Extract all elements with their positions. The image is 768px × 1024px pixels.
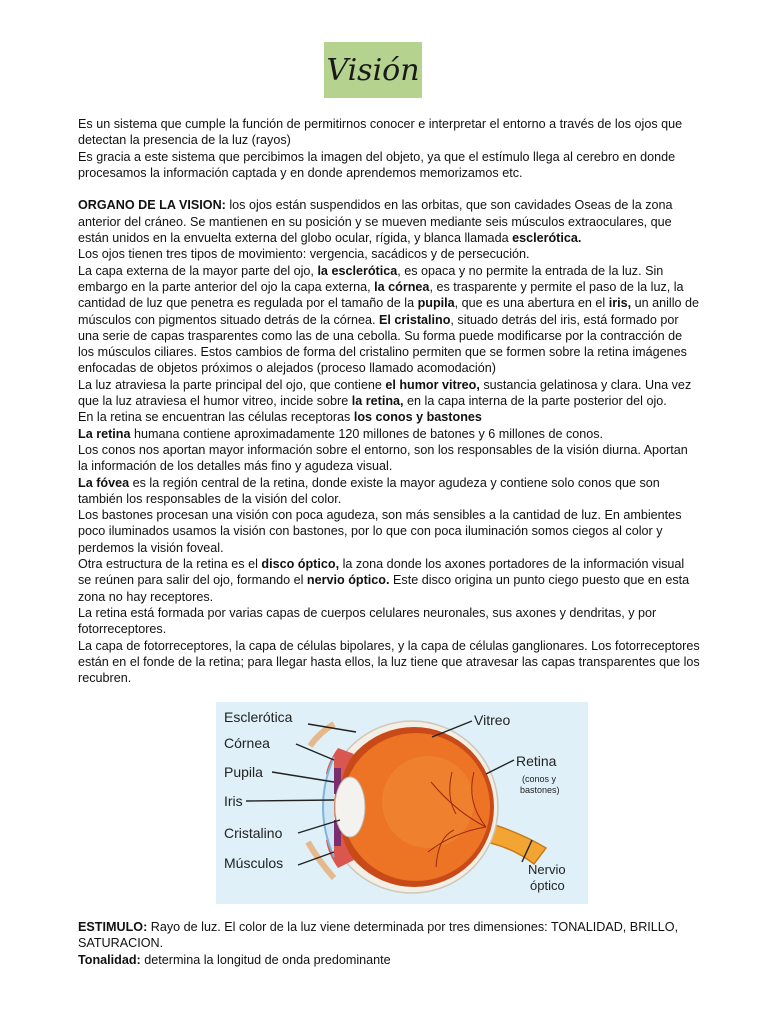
organ-paragraph-10: Otra estructura de la retina es el disco óptico, la zona donde los axones portadores de la información visual se reúnen para salir del ojo, formando el nervio óptico. Este disco origina un punto ciego puesto que en esta zona no hay receptores. xyxy=(78,557,690,604)
label-cristalino: Cristalino xyxy=(224,825,283,841)
lens-shape xyxy=(335,777,365,837)
organ-paragraph-7: Los conos nos aportan mayor información sobre el entorno, son los responsables de la visión diurna. Aportan la información de los detalles más fino y agudeza visual. xyxy=(78,442,688,474)
organ-paragraph-8: La fóvea es la región central de la retina, donde existe la mayor agudeza y contiene solo conos que son también los responsables de la visión del color. xyxy=(78,475,660,506)
label-iris: Iris xyxy=(224,793,243,809)
label-retina: Retina xyxy=(516,753,557,769)
page-title: Visión xyxy=(326,52,420,88)
organ-paragraph-1: ORGANO DE LA VISION: los ojos están suspendidos en las orbitas, que son cavidades Oseas de la zona anterior del cráneo. Se mantienen en su posición y se mueven mediante seis músculos extraoculares, que están unidos en la envuelta externa del globo ocular, rígida, y blanca llamada esclerótica. xyxy=(78,198,673,246)
label-pupila: Pupila xyxy=(224,764,263,780)
label-nervio: Nervio xyxy=(528,862,566,877)
stimulus-paragraph: ESTIMULO: Rayo de luz. El color de la luz viene determinada por tres dimensiones: TONALIDAD, BRILLO, SATURACION. xyxy=(78,920,679,951)
organ-paragraph-5: En la retina se encuentran las células receptoras los conos y bastones xyxy=(78,410,482,425)
label-esclerotica: Esclerótica xyxy=(224,709,293,725)
intro-paragraph-1: Es un sistema que cumple la función de permitirnos conocer e interpretar el entorno a través de los ojos que detectan la presencia de la luz (rayos) xyxy=(78,117,683,148)
organ-paragraph-11: La retina está formada por varias capas de cuerpos celulares neuronales, sus axones y dendritas, y por fotorreceptores. xyxy=(78,605,657,637)
tonality-paragraph: Tonalidad: determina la longitud de onda predominante xyxy=(78,952,391,967)
organ-paragraph-12: La capa de fotorreceptores, la capa de células bipolares, y la capa de células ganglionares. Los fotorreceptores están en el fonde de la retina; para llegar hasta ellos, la luz tiene que atravesar las capas transparentes que los recubren. xyxy=(78,638,700,686)
eye-illustration xyxy=(216,702,588,904)
body-text xyxy=(78,116,700,686)
label-musculos: Músculos xyxy=(224,855,284,871)
title-badge xyxy=(324,42,422,98)
label-vitreo: Vitreo xyxy=(474,712,511,728)
organ-paragraph-6: La retina humana contiene aproximadamente 120 millones de batones y 6 millones de conos. xyxy=(78,426,604,441)
organ-paragraph-9: Los bastones procesan una visión con poca agudeza, son más sensibles a la cantidad de luz. En ambientes poco iluminados usamos la visión con bastones, por lo que con poca iluminación somos ciegos al color y perdemos la visión foveal. xyxy=(78,508,682,555)
organ-paragraph-4: La luz atraviesa la parte principal del ojo, que contiene el humor vitreo, sustancia gelatinosa y clara. Una vez que la luz atraviesa el humor vitreo, incide sobre la retina, en la capa interna de la parte posterior del ojo. xyxy=(78,377,692,409)
intro-paragraph-2: Es gracia a este sistema que percibimos la imagen del objeto, ya que el estímulo llega al cerebro en donde procesamos la información captada y en donde aprendemos memorizamos etc. xyxy=(78,149,676,180)
organ-paragraph-2: Los ojos tienen tres tipos de movimiento: vergencia, sacádicos y de persecución. xyxy=(78,247,530,262)
label-retina-sub1: (conos y xyxy=(522,774,557,784)
label-cornea: Córnea xyxy=(224,735,270,751)
organ-paragraph-3: La capa externa de la mayor parte del ojo, la esclerótica, es opaca y no permite la entrada de la luz. Sin embargo en la parte anterior del ojo la capa externa, la córnea, es trasparente y permite el paso de la luz, la cantidad de luz que penetra es regulada por el tamaño de la pupila, que es una abertura en el iris, un anillo de músculos con pigmentos situado detrás de la córnea. El cristalino, situado detrás del iris, está formado por una serie de capas trasparentes como las de una cebolla. Su forma puede modificarse por la contracción de los músculos ciliares. Estos cambios de forma del cristalino permiten que se formen sobre la retina imágenes enfocadas de objetos próximos o alejados (proceso llamado acomodación) xyxy=(78,263,700,376)
label-optico: óptico xyxy=(530,878,565,893)
cornea-shape xyxy=(323,757,334,857)
label-retina-sub2: bastones) xyxy=(520,785,560,795)
eye-diagram xyxy=(216,702,588,904)
stimulus-section xyxy=(78,919,700,968)
